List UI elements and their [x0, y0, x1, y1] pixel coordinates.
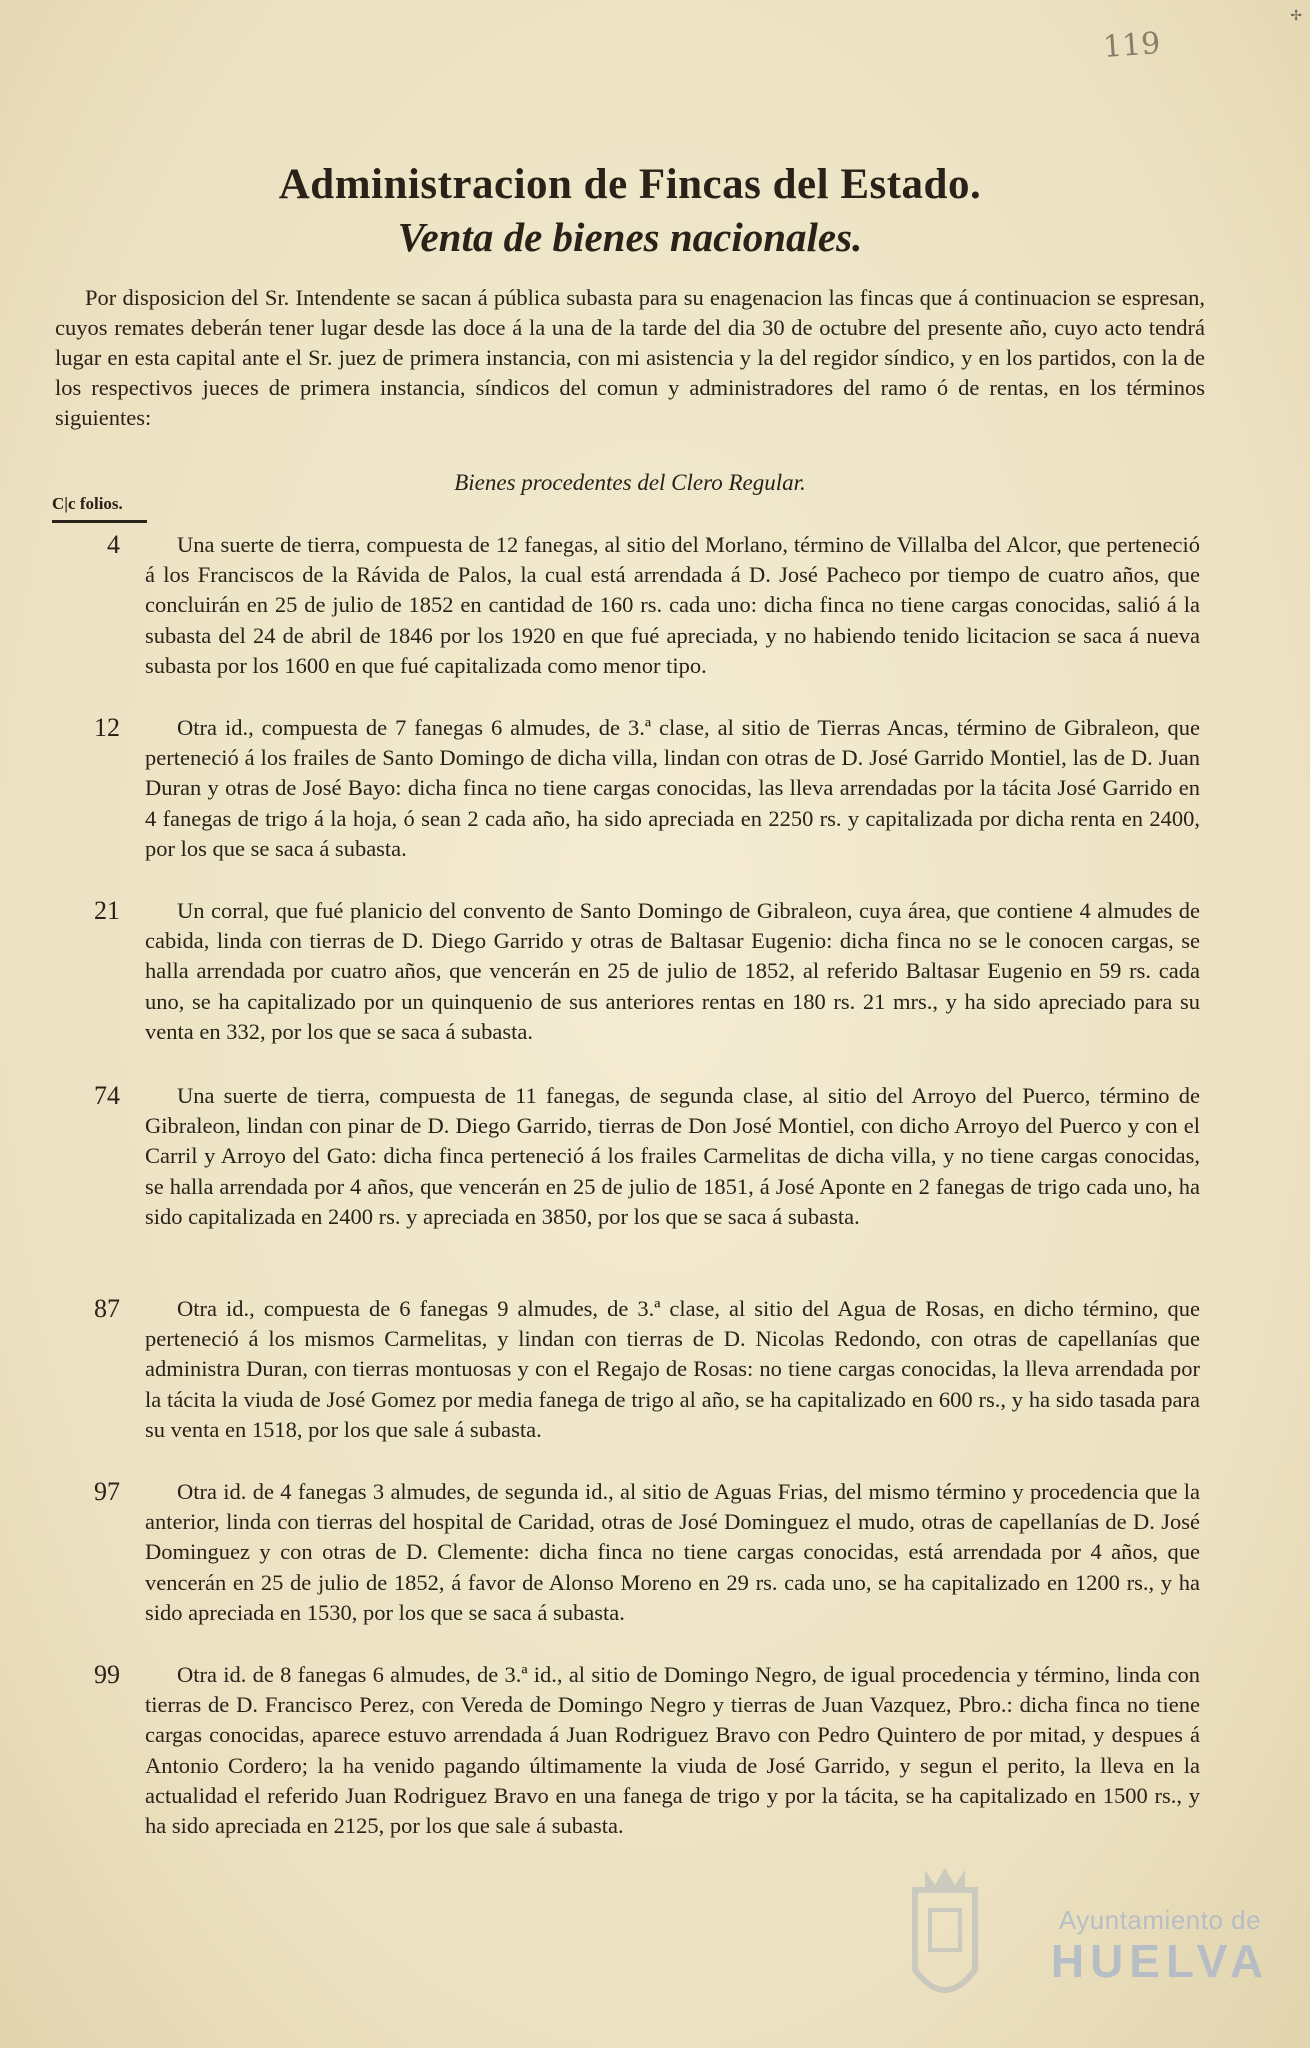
entry-paragraph: Otra id. de 8 fanegas 6 almudes, de 3.ª id., al sitio de Domingo Negro, de igual procedencia y término, linda con tierras de D. Francisco Perez, con Vereda de Domingo Negro y tierras de Juan Vazquez, Pbro.: dicha finca no tiene cargas conocidas, aparece estuvo arrendada á Juan Rodriguez Bravo con Pedro Quintero de por mitad, y despues á Antonio Cordero; la ha venido pagando últimamente la viuda de José Garrido, y segun el perito, la lleva en la actualidad el referido Juan Rodriguez Bravo en una fanega de trigo y por la tácita, se ha capitalizado en 1500 rs., y ha sido apreciada en 2125, por los que sale á subasta.	[145, 1662, 1200, 1839]
entry-folio-number: 97	[94, 1477, 120, 1506]
section-heading: Bienes procedentes del Clero Regular.	[454, 470, 806, 495]
folios-column-rule	[52, 520, 147, 523]
entry-text	[145, 1294, 1200, 1445]
document-title: Administracion de Fincas del Estado.	[278, 161, 982, 208]
corner-mark: ✢	[1290, 8, 1302, 24]
folios-column-label: C|c folios.	[52, 494, 123, 513]
entry-folio-number: 21	[94, 896, 120, 925]
entry-text	[145, 1660, 1200, 1841]
entry-paragraph: Otra id. de 4 fanegas 3 almudes, de segunda id., al sitio de Aguas Frias, del mismo término y procedencia que la anterior, linda con tierras del hospital de Caridad, otras de José Dominguez el mudo, otras de capellanías de D. José Dominguez y con otras de D. Clemente: dicha finca no tiene cargas conocidas, está arrendada por 4 años, que vencerán en 25 de julio de 1852, á favor de Alonso Moreno en 29 rs. cada uno, se ha capitalizado en 1200 rs., y ha sido apreciada en 1530, por los que se saca á subasta.	[145, 1479, 1200, 1625]
document-subtitle: Venta de bienes nacionales.	[397, 214, 863, 260]
watermark-line1: Ayuntamiento de	[1058, 1905, 1262, 1935]
folio-number: 119	[1101, 26, 1162, 65]
entry-paragraph: Otra id., compuesta de 7 fanegas 6 almudes, de 3.ª clase, al sitio de Tierras Ancas, término de Gibraleon, que perteneció á los frailes de Santo Domingo de dicha villa, lindan con otras de D. José Garrido Montiel, las de D. Juan Duran y otras de José Bayo: dicha finca no tiene cargas conocidas, las lleva arrendadas por la tácita José Garrido en 4 fanegas de trigo á la hoja, ó sean 2 cada año, ha sido apreciada en 2250 rs. y capitalizada por dicha renta en 2400, por los que se saca á subasta.	[145, 715, 1200, 861]
entry-paragraph: Un corral, que fué planicio del convento de Santo Domingo de Gibraleon, cuya área, que contiene 4 almudes de cabida, linda con tierras de D. Diego Garrido y otras de Baltasar Eugenio: dicha finca no se le conocen cargas, se halla arrendada por cuatro años, que vencerán en 25 de julio de 1852, al referido Baltasar Eugenio en 59 rs. cada uno, se ha capitalizado por un quinquenio de sus anteriores rentas en 180 rs. 21 mrs., y ha sido apreciado para su venta en 332, por los que se saca á subasta.	[145, 898, 1200, 1044]
entry-text	[145, 530, 1200, 681]
entry-text	[145, 896, 1200, 1047]
ayuntamiento-watermark	[1030, 1905, 1290, 1986]
entry-folio-number: 99	[94, 1660, 120, 1689]
intro-paragraph: Por disposicion del Sr. Intendente se sacan á pública subasta para su enagenacion las fincas que á continuacion se espresan, cuyos remates deberán tener lugar desde las doce á la una de la tarde del dia 30 de octubre del presente año, cuyo acto tendrá lugar en esta capital ante el Sr. juez de primera instancia, con mi asistencia y la del regidor síndico, y en los partidos, con la de los respectivos jueces de primera instancia, síndicos del comun y administradores del ramo ó de rentas, en los términos siguientes:	[55, 285, 1205, 430]
entry-paragraph: Una suerte de tierra, compuesta de 12 fanegas, al sitio del Morlano, término de Villalba del Alcor, que perteneció á los Franciscos de la Rávida de Palos, la cual está arrendada á D. José Pacheco por tiempo de cuatro años, que concluirán en 25 de julio de 1852 en cantidad de 160 rs. cada uno: dicha finca no tiene cargas conocidas, salió á la subasta del 24 de abril de 1846 por los 1920 en que fué apreciada, y no habiendo tenido licitacion se saca á nueva subasta por los 1600 en que fué capitalizada como menor tipo.	[145, 532, 1200, 678]
entry-text	[145, 1477, 1200, 1628]
entry-folio-number: 87	[94, 1294, 120, 1323]
entry-folio-number: 74	[94, 1081, 120, 1110]
entry-text	[145, 713, 1200, 864]
entry-paragraph: Otra id., compuesta de 6 fanegas 9 almudes, de 3.ª clase, al sitio del Agua de Rosas, en dicho término, que perteneció á los mismos Carmelitas, y lindan con tierras de D. Nicolas Redondo, con otras de capellanías que administra Duran, con tierras montuosas y con el Regajo de Rosas: no tiene cargas conocidas, la lleva arrendada por la tácita la viuda de José Gomez por media fanega de trigo al año, se ha capitalizado en 600 rs., y ha sido tasada para su venta en 1518, por los que sale á subasta.	[145, 1296, 1200, 1442]
watermark-line2: HUELVA	[1050, 1935, 1270, 1987]
entry-folio-number: 12	[94, 713, 120, 742]
entry-text	[145, 1081, 1200, 1232]
entry-paragraph: Una suerte de tierra, compuesta de 11 fanegas, de segunda clase, al sitio del Arroyo del Puerco, término de Gibraleon, lindan con pinar de D. Diego Garrido, tierras de Don José Montiel, con dicho Arroyo del Puerco y con el Carril y Arroyo del Gato: dicha finca perteneció á los frailes Carmelitas de dicha villa, y no tiene cargas conocidas, se halla arrendada por 4 años, que vencerán en 25 de julio de 1851, á José Aponte en 2 fanegas de trigo cada uno, ha sido capitalizada en 2400 rs. y apreciada en 3850, por los que se saca á subasta.	[145, 1083, 1200, 1229]
coat-of-arms-stamp	[895, 1860, 995, 2020]
entry-folio-number: 4	[107, 530, 120, 559]
